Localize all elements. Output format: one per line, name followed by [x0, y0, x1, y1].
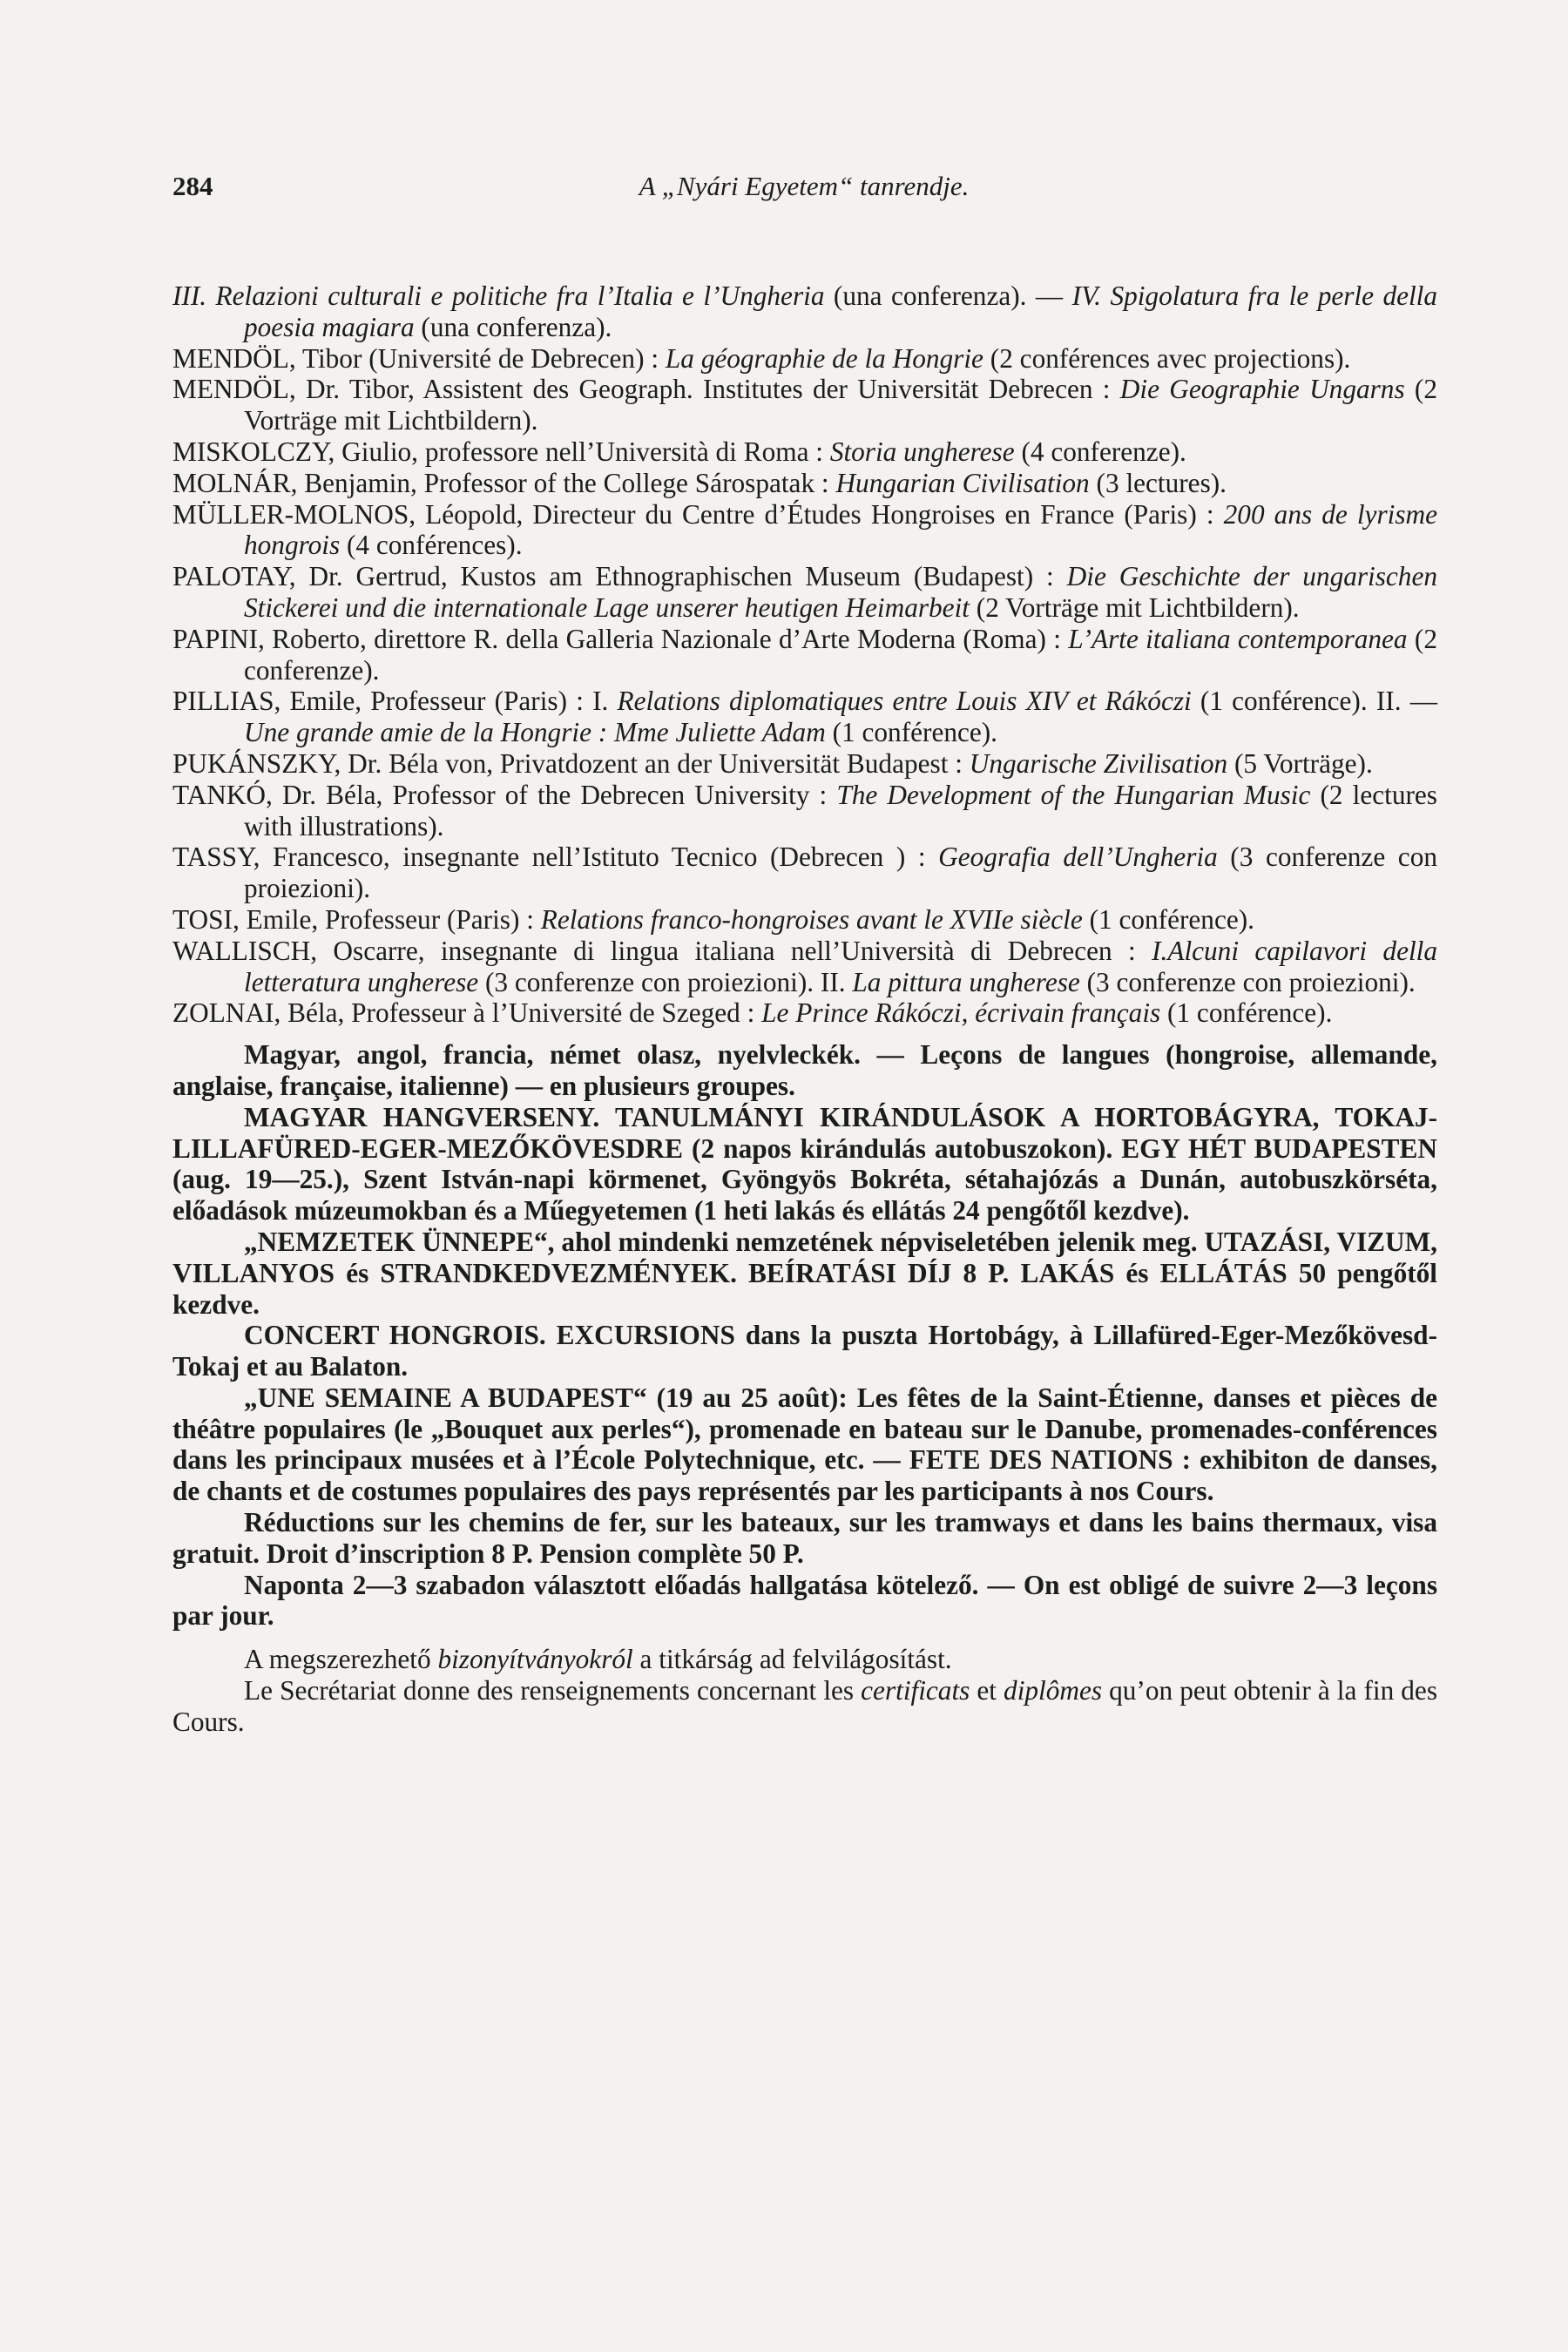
lecturer-entry: WALLISCH, Oscarre, insegnante di lingua italiana nell’Università di Debrecen : I.Alcuni capilavori della letteratura ungherese (3 conferenze con proiezioni). II. La pittura ungherese (3 conferenze con proiezioni).: [172, 935, 1437, 997]
closing-section: [172, 1644, 1437, 1737]
page-number: 284: [172, 171, 213, 201]
lecturer-entry: ZOLNAI, Béla, Professeur à l’Université de Szeged : Le Prince Rákóczi, écrivain français (1 conférence).: [172, 997, 1333, 1029]
certificates-hungarian: A megszerezhető bizonyítványokról a titkárság ad felvilágosítást.: [244, 1644, 952, 1675]
language-lessons-notice: Magyar, angol, francia, német olasz, nyelvleckék. — Leçons de langues (hongroise, allemande, anglaise, française, italienne) — en plusieurs groupes.: [172, 1039, 1437, 1101]
nations-festival-notice: „NEMZETEK ÜNNEPE“, ahol mindenki nemzetének népviseletében jelenik meg. UTAZÁSI, VIZUM, VILLANYOS és STRANDKEDVEZMÉNYEK. BEÍRATÁSI DÍJ 8 P. LAKÁS és ELLÁTÁS 50 pengőtől kezdve.: [172, 1226, 1437, 1320]
lecturer-entry: TOSI, Emile, Professeur (Paris) : Relations franco-hongroises avant le XVIIe siècle (1 conférence).: [172, 903, 1254, 935]
lecturer-entry: PALOTAY, Dr. Gertrud, Kustos am Ethnographischen Museum (Budapest) : Die Geschichte der ungarischen Stickerei und die internationale Lage unserer heutigen Heimarbeit (2 Vorträge mit Lichtbildern).: [172, 561, 1437, 623]
lecturer-entry: PAPINI, Roberto, direttore R. della Galleria Nazionale d’Arte Moderna (Roma) : L’Arte italiana contemporanea (2 conferenze).: [172, 623, 1438, 686]
programme-hungarian-notice: MAGYAR HANGVERSENY. TANULMÁNYI KIRÁNDULÁSOK A HORTOBÁGYRA, TOKAJ-LILLAFÜRED-EGER-MEZŐKÖVESDRE (2 napos kirándulás autobuszokon). EGY HÉT BUDAPESTEN (aug. 19—25.), Szent István-napi körmenet, Gyöngyös Bokréta, sétahajózás a Dunán, autobuszkörséta, előadások múzeumokban és a Műegyetemen (1 heti lakás és ellátás 24 pengőtől kezdve).: [172, 1101, 1437, 1227]
lecturer-entry: TANKÓ, Dr. Béla, Professor of the Debrecen University : The Development of the Hungarian Music (2 lectures with illustrations).: [172, 779, 1437, 841]
running-title: A „Nyári Egyetem“ tanrendje.: [639, 171, 970, 201]
page-body: [172, 280, 1437, 1738]
lecturer-entry: PILLIAS, Emile, Professeur (Paris) : I. Relations diplomatiques entre Louis XIV et Rákóczi (1 conférence). II. — Une grande amie de la Hongrie : Mme Juliette Adam (1 conférence).: [172, 686, 1438, 748]
lecturer-entry: MENDÖL, Dr. Tibor, Assistent des Geograph. Institutes der Universität Debrecen : Die Geographie Ungarns (2 Vorträge mit Lichtbildern).: [172, 374, 1437, 436]
page-header: [172, 171, 1436, 214]
lecturer-entry: III. Relazioni culturali e politiche fra l’Italia e l’Ungheria (una conferenza). — IV. Spigolatura fra le perle della poesia magiara (una conferenza).: [172, 280, 1438, 342]
lecturer-entry: TASSY, Francesco, insegnante nell’Istituto Tecnico (Debrecen ) : Geografia dell’Ungheria (3 conferenze con proiezioni).: [172, 841, 1437, 904]
programme-french-notice: CONCERT HONGROIS. EXCURSIONS dans la puszta Hortobágy, à Lillafüred-Eger-Mezőkövesd-Tokaj et au Balaton.: [172, 1320, 1437, 1382]
lecturer-list: [172, 280, 1437, 1029]
lecturer-entry: MOLNÁR, Benjamin, Professor of the College Sárospatak : Hungarian Civilisation (3 lectures).: [172, 467, 1227, 498]
semaine-budapest-notice: „UNE SEMAINE A BUDAPEST“ (19 au 25 août): Les fêtes de la Saint-Étienne, danses et pièces de théâtre populaires (le „Bouquet aux perles“), promenade en bateau sur le Danube, promenades-conférences dans les principaux musées et à l’École Polytechnique, etc. — FETE DES NATIONS : exhibiton de danses, de chants et de costumes populaires des pays représentés par les participants à nos Cours.: [172, 1382, 1437, 1507]
obligatory-lessons-notice: Naponta 2—3 szabadon választott előadás hallgatása kötelező. — On est obligé de suivre 2—3 leçons par jour.: [172, 1569, 1437, 1632]
lecturer-entry: MISKOLCZY, Giulio, professore nell’Università di Roma : Storia ungherese (4 conferenze).: [172, 436, 1186, 467]
lecturer-entry: MÜLLER-MOLNOS, Léopold, Directeur du Centre d’Études Hongroises en France (Paris) : 200 ans de lyrisme hongrois (4 conférences).: [172, 498, 1437, 561]
lecturer-entry: PUKÁNSZKY, Dr. Béla von, Privatdozent an der Universität Budapest : Ungarische Zivilisation (5 Vorträge).: [172, 747, 1373, 779]
certificates-french: Le Secrétariat donne des renseignements concernant les certificats et diplômes qu’on peut obtenir à la fin des Cours.: [172, 1675, 1437, 1737]
lecturer-entry: MENDÖL, Tibor (Université de Debrecen) : La géographie de la Hongrie (2 conférences avec projections).: [172, 342, 1351, 374]
reductions-notice: Réductions sur les chemins de fer, sur les bateaux, sur les tramways et dans les bains thermaux, visa gratuit. Droit d’inscription 8 P. Pension complète 50 P.: [172, 1507, 1437, 1569]
notices-section: [172, 1039, 1437, 1632]
